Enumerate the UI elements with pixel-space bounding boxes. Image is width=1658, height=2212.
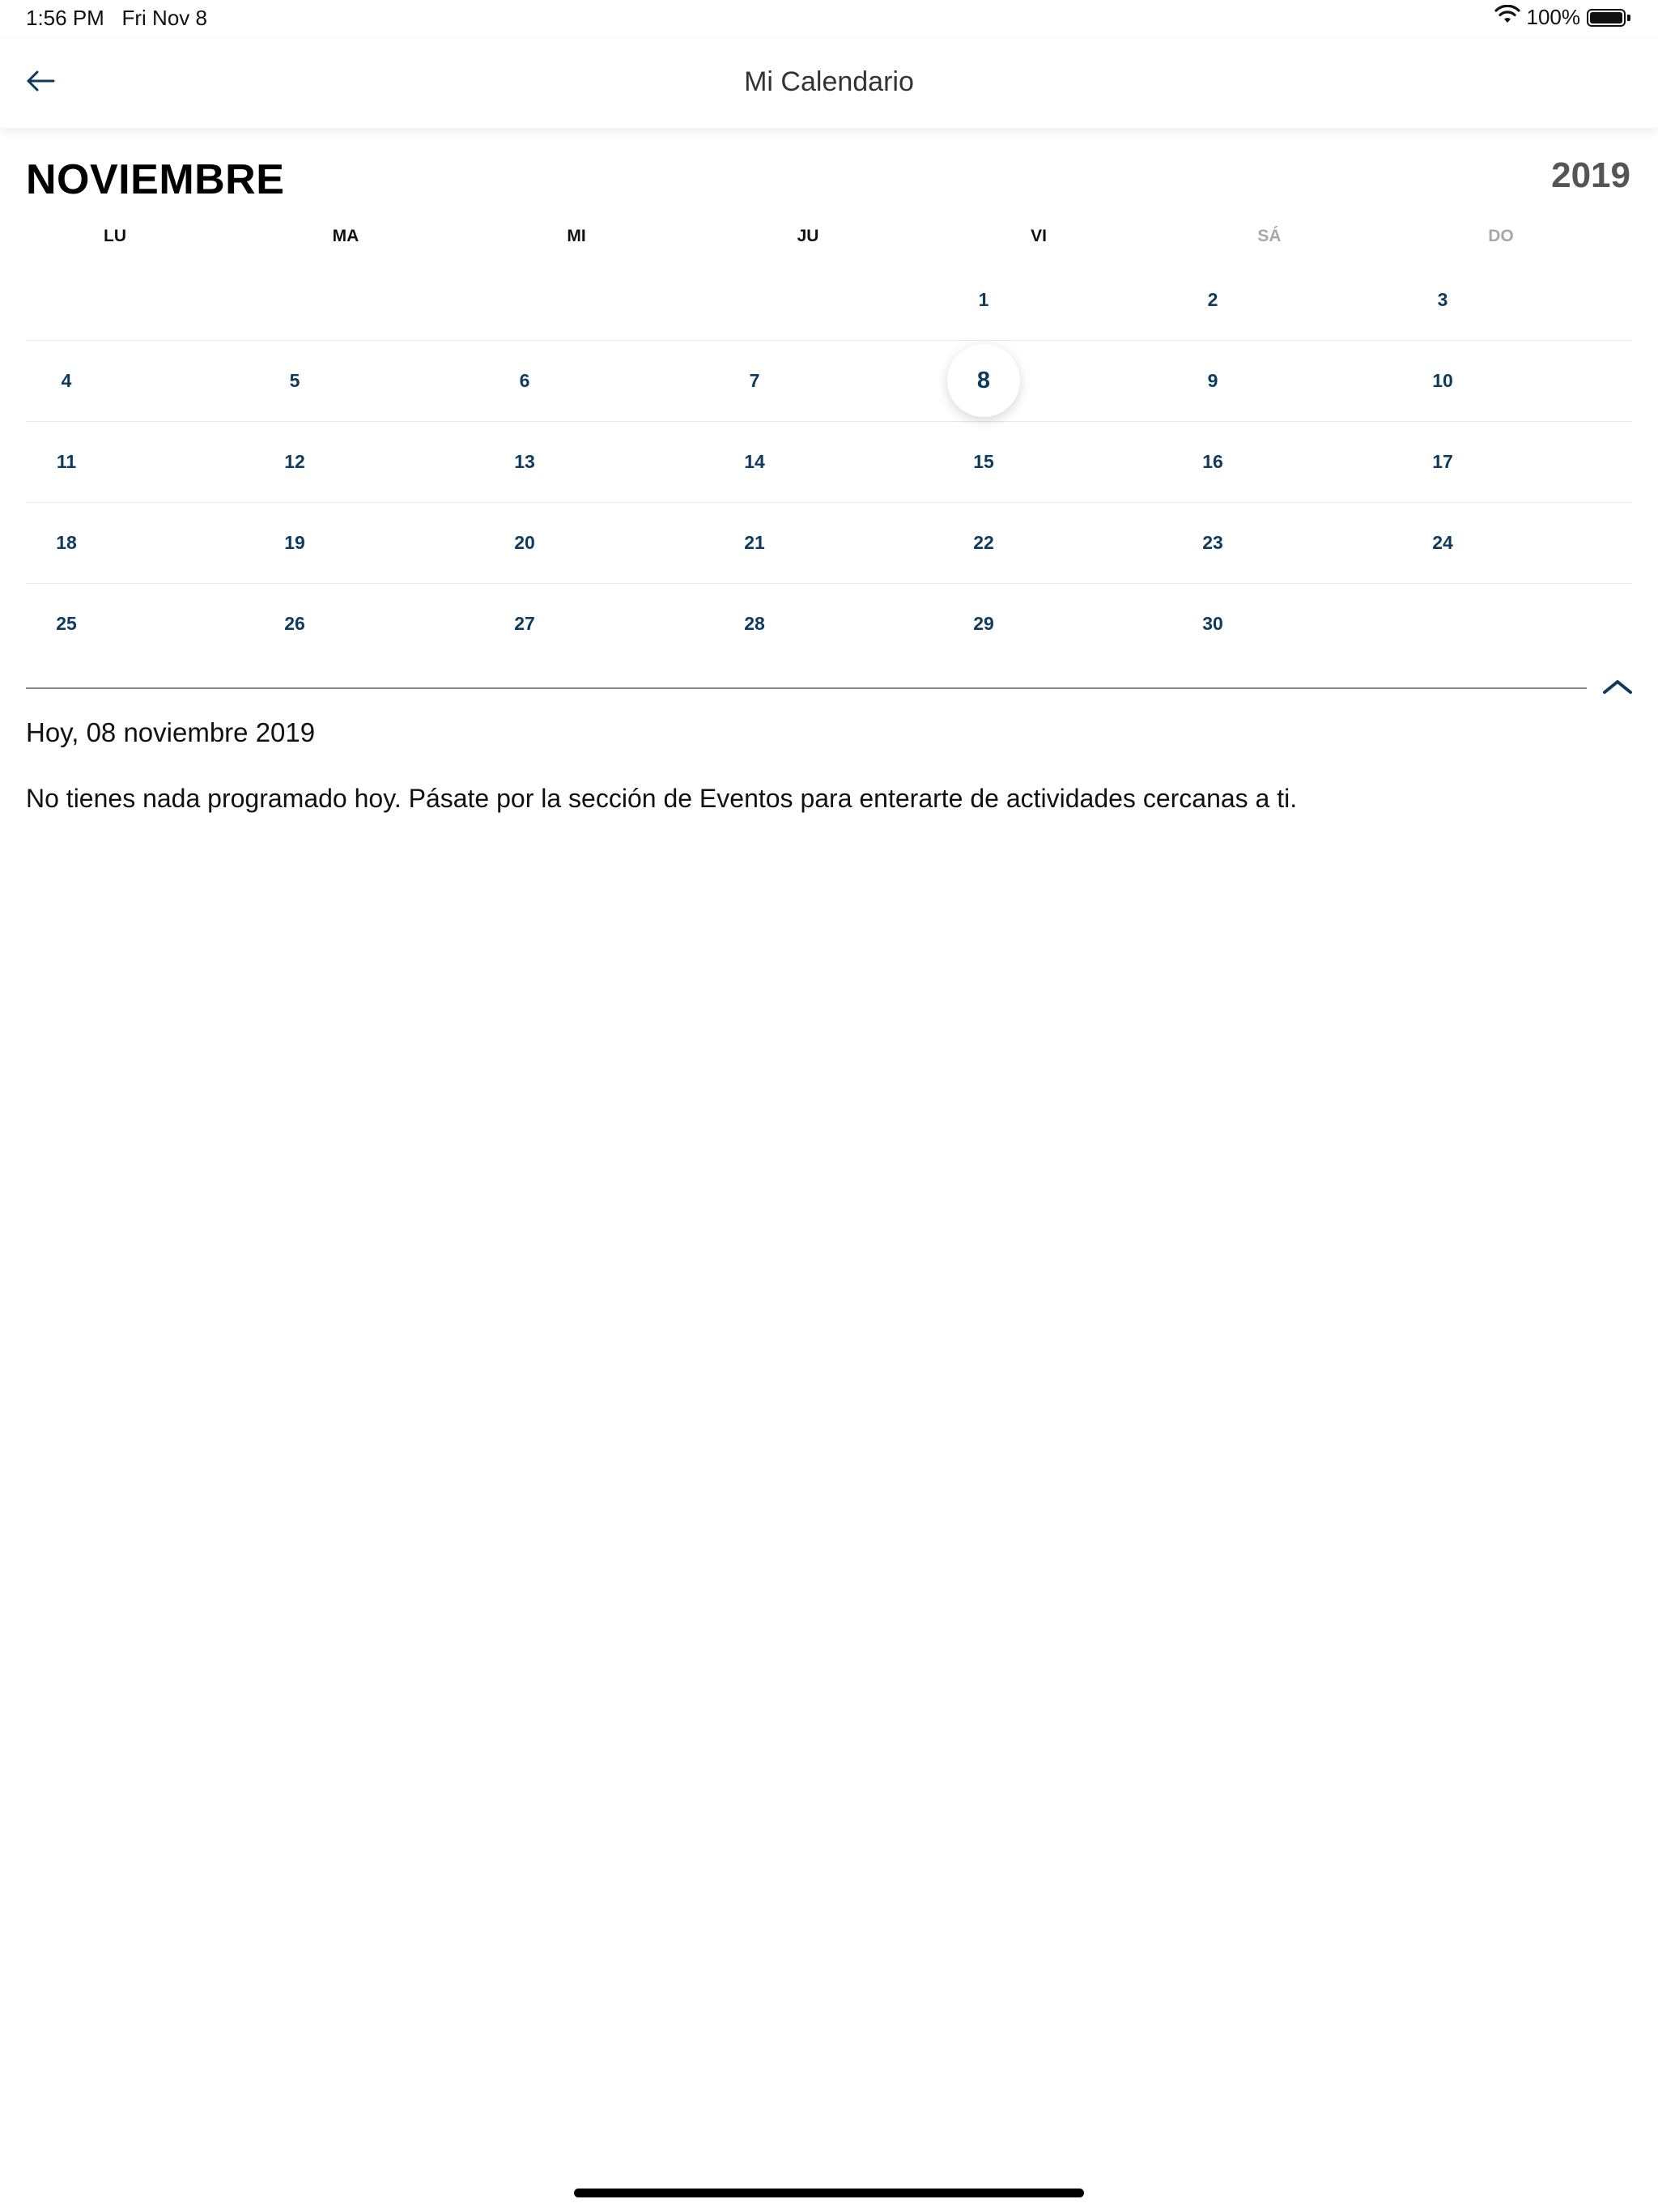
calendar-day[interactable]: 15: [973, 450, 994, 472]
calendar-day[interactable]: 4: [61, 369, 72, 391]
collapse-calendar-button[interactable]: [1598, 672, 1637, 704]
status-bar: [0, 0, 1658, 39]
calendar-day[interactable]: 18: [56, 531, 77, 553]
weekday-header: VI: [1031, 227, 1047, 245]
status-time: [26, 6, 207, 31]
calendar-week-row: [26, 502, 1632, 584]
calendar-day[interactable]: 10: [1432, 369, 1453, 391]
home-indicator[interactable]: [574, 2189, 1084, 2197]
wifi-icon: [1494, 5, 1520, 30]
calendar-day[interactable]: 29: [973, 612, 994, 634]
calendar-week-row: [26, 340, 1632, 422]
calendar-day[interactable]: 6: [519, 369, 530, 391]
battery-percent: 100%: [1526, 5, 1580, 29]
today-heading: Hoy, 08 noviembre 2019: [26, 717, 316, 747]
calendar-day[interactable]: 19: [284, 531, 305, 553]
calendar-week-row: [26, 421, 1632, 503]
page-title: Mi Calendario: [744, 66, 914, 97]
calendar-week-row: [26, 583, 1632, 664]
month-title: NOVIEMBRE: [26, 156, 285, 203]
calendar-day[interactable]: 12: [284, 450, 305, 472]
calendar-day[interactable]: 21: [744, 531, 765, 553]
weekday-header: DO: [1488, 227, 1514, 245]
calendar-day-today[interactable]: [943, 340, 1024, 421]
calendar-day[interactable]: 22: [973, 531, 994, 553]
status-date-value: Fri Nov 8: [121, 6, 207, 30]
status-time-value: 1:56 PM: [26, 6, 104, 30]
battery-cap: [1627, 15, 1630, 21]
weekday-header: SÁ: [1257, 227, 1282, 245]
year-title: 2019: [1551, 155, 1630, 195]
calendar-day[interactable]: 2: [1207, 288, 1218, 310]
calendar-day[interactable]: 25: [56, 612, 77, 634]
calendar-day[interactable]: 27: [514, 612, 535, 634]
calendar-day[interactable]: 28: [744, 612, 765, 634]
calendar-day[interactable]: 5: [289, 369, 300, 391]
calendar-day[interactable]: 16: [1202, 450, 1223, 472]
calendar-day[interactable]: 7: [749, 369, 760, 391]
today-badge: 8: [947, 344, 1020, 417]
calendar-day[interactable]: 24: [1432, 531, 1453, 553]
calendar-day[interactable]: 26: [284, 612, 305, 634]
status-right: [1494, 5, 1631, 30]
weekday-header: MA: [332, 227, 359, 245]
chevron-up-icon: [1601, 677, 1634, 700]
weekday-header: JU: [797, 227, 819, 245]
battery-fill: [1590, 12, 1622, 23]
calendar-day[interactable]: 20: [514, 531, 535, 553]
calendar-day[interactable]: 11: [56, 450, 77, 472]
calendar-day[interactable]: 9: [1207, 369, 1218, 391]
calendar-day[interactable]: 14: [744, 450, 765, 472]
today-message: No tienes nada programado hoy. Pásate por la sección de Eventos para enterarte de actividades cercanas a ti.: [26, 784, 1298, 813]
calendar-day[interactable]: 30: [1202, 612, 1223, 634]
calendar-grid: [26, 259, 1632, 634]
weekday-header-row: [26, 227, 1632, 251]
calendar-day[interactable]: 1: [978, 288, 989, 310]
calendar-day[interactable]: 13: [514, 450, 535, 472]
calendar-day[interactable]: 3: [1437, 288, 1448, 310]
calendar-divider: [26, 687, 1587, 689]
nav-bar: [0, 39, 1658, 128]
calendar-week-row: [26, 259, 1632, 341]
calendar-day[interactable]: 23: [1202, 531, 1223, 553]
battery-icon: [1587, 9, 1626, 27]
weekday-header: MI: [567, 227, 586, 245]
calendar-day[interactable]: 17: [1432, 450, 1453, 472]
weekday-header: LU: [104, 227, 126, 245]
